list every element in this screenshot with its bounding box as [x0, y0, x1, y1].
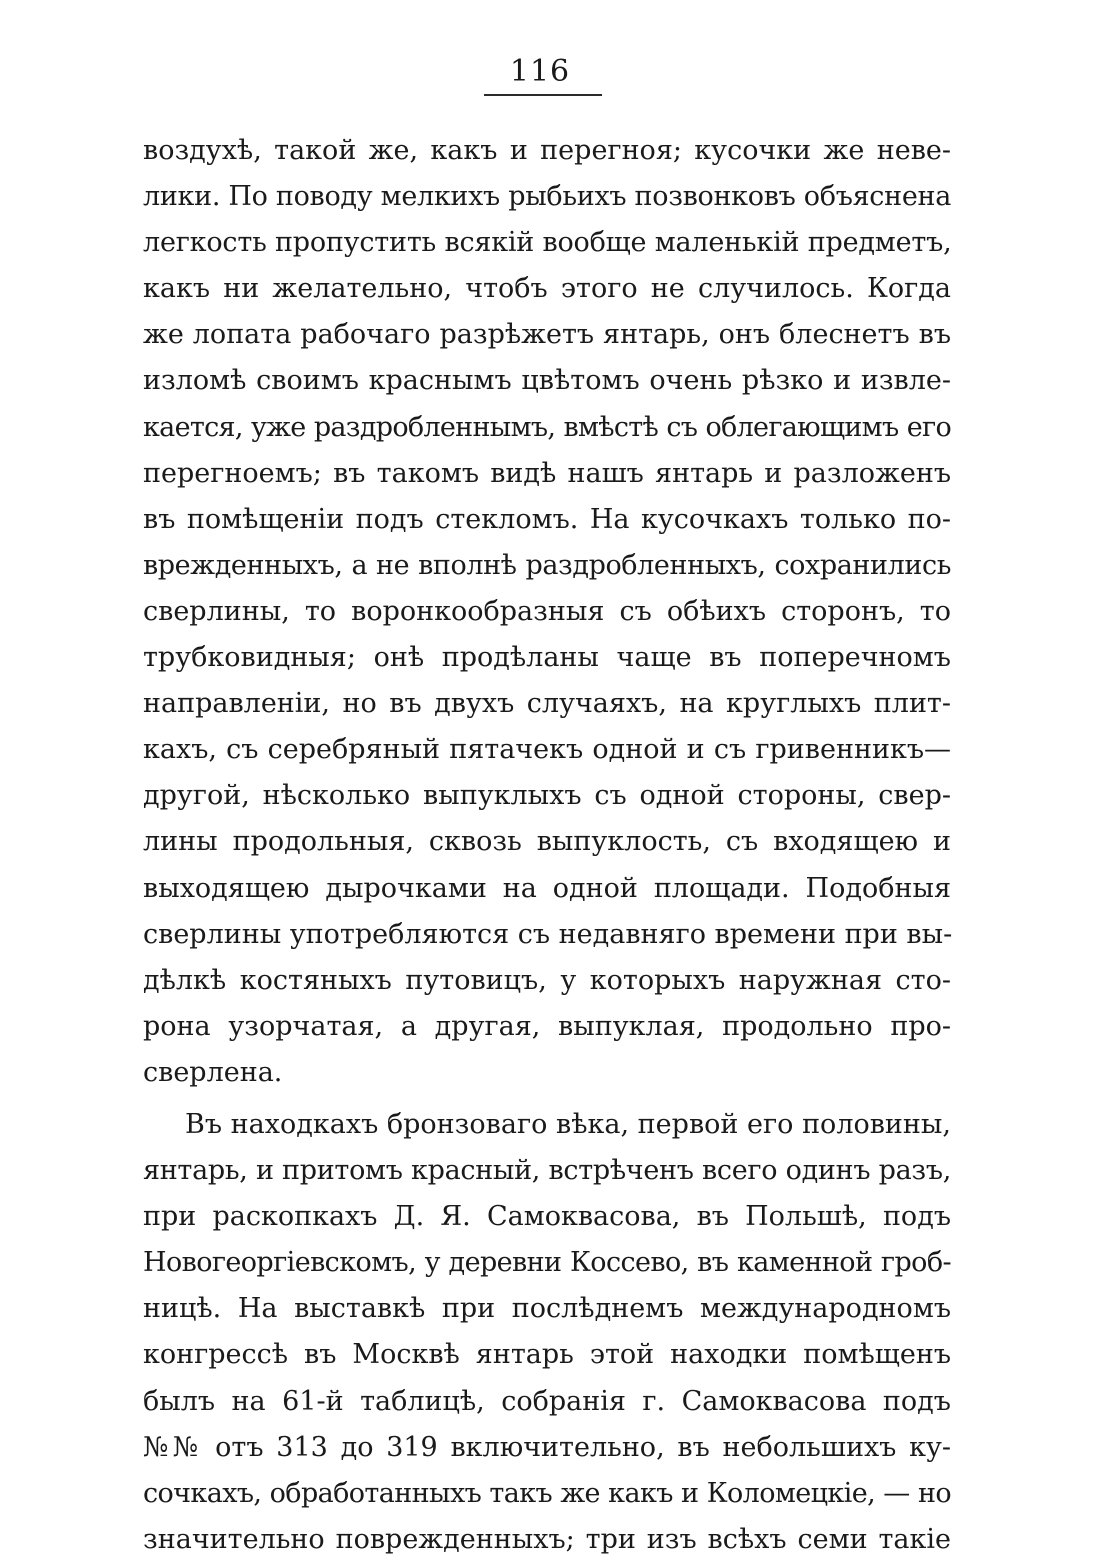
- paragraph-2: [143, 1102, 951, 1563]
- text-line: рона узорчатая, а другая, выпуклая, продольно про-: [143, 1010, 951, 1042]
- text-line: значительно поврежденныхъ; три изъ всѣхъ семи такіе: [143, 1523, 951, 1555]
- text-line: трубковидныя; онѣ продѣланы чаще въ поперечномъ: [143, 642, 951, 674]
- page-number: 116: [509, 54, 571, 89]
- text-line: Въ находкахъ бронзоваго вѣка, первой его половины,: [185, 1108, 951, 1140]
- text-line: лики. По поводу мелкихъ рыбьихъ позвонковъ объяснена: [143, 181, 951, 213]
- text-line: №№ отъ 313 до 319 включительно, въ небольшихъ ку-: [143, 1431, 951, 1463]
- text-line: конгрессѣ въ Москвѣ янтарь этой находки помѣщенъ: [143, 1339, 951, 1371]
- text-line: воздухѣ, такой же, какъ и перегноя; кусочки же неве-: [143, 135, 951, 166]
- text-line: перегноемъ; въ такомъ видѣ нашъ янтарь и разложенъ: [143, 457, 951, 489]
- body-text: [143, 128, 951, 1563]
- text-line: сверлена.: [143, 1056, 283, 1088]
- text-line: направленіи, но въ двухъ случаяхъ, на круглыхъ плит-: [143, 688, 951, 720]
- text-line: сверлины, то воронкообразныя съ обѣихъ сторонъ, то: [143, 595, 951, 627]
- page-number-rule: [484, 94, 602, 96]
- text-line: сверлины употребляются съ недавняго времени при вы-: [143, 918, 953, 950]
- text-line: врежденныхъ, а не вполнѣ раздробленныхъ, сохранились: [143, 549, 951, 581]
- paragraph-1: [143, 128, 951, 1096]
- text-line: при раскопкахъ Д. Я. Самоквасова, въ Польшѣ, подъ: [143, 1201, 951, 1233]
- text-line: другой, нѣсколько выпуклыхъ съ одной стороны, свер-: [143, 780, 951, 812]
- text-line: въ помѣщеніи подъ стекломъ. На кусочкахъ только по-: [143, 503, 951, 535]
- text-line: дѣлкѣ костяныхъ путовицъ, у которыхъ наружная сто-: [143, 964, 951, 996]
- text-line: изломѣ своимъ краснымъ цвѣтомъ очень рѣзко и извле-: [143, 365, 951, 397]
- text-line: кается, уже раздробленнымъ, вмѣстѣ съ облегающимъ его: [143, 411, 951, 443]
- text-line: ницѣ. На выставкѣ при послѣднемъ международномъ: [143, 1293, 951, 1325]
- text-line: какъ ни желательно, чтобъ этого не случилось. Когда: [143, 273, 951, 305]
- text-line: сочкахъ, обработанныхъ такъ же какъ и Коломецкіе, — но: [143, 1477, 951, 1509]
- text-line: былъ на 61-й таблицѣ, собранія г. Самоквасова подъ: [143, 1385, 951, 1417]
- text-line: выходящею дырочками на одной площади. Подобныя: [143, 872, 951, 904]
- text-line: легкость пропустить всякій вообще маленькій предметъ,: [143, 227, 952, 259]
- text-line: кахъ, съ серебряный пятачекъ одной и съ гривенникъ—: [143, 734, 951, 766]
- text-line: янтарь, и притомъ красный, встрѣченъ всего одинъ разъ,: [143, 1155, 951, 1187]
- text-line: же лопата рабочаго разрѣжетъ янтарь, онъ блеснетъ въ: [143, 319, 951, 351]
- text-line: лины продольныя, сквозь выпуклость, съ входящею и: [143, 826, 951, 858]
- text-line: Новогеоргіевскомъ, у деревни Коссево, въ каменной гроб-: [143, 1247, 951, 1279]
